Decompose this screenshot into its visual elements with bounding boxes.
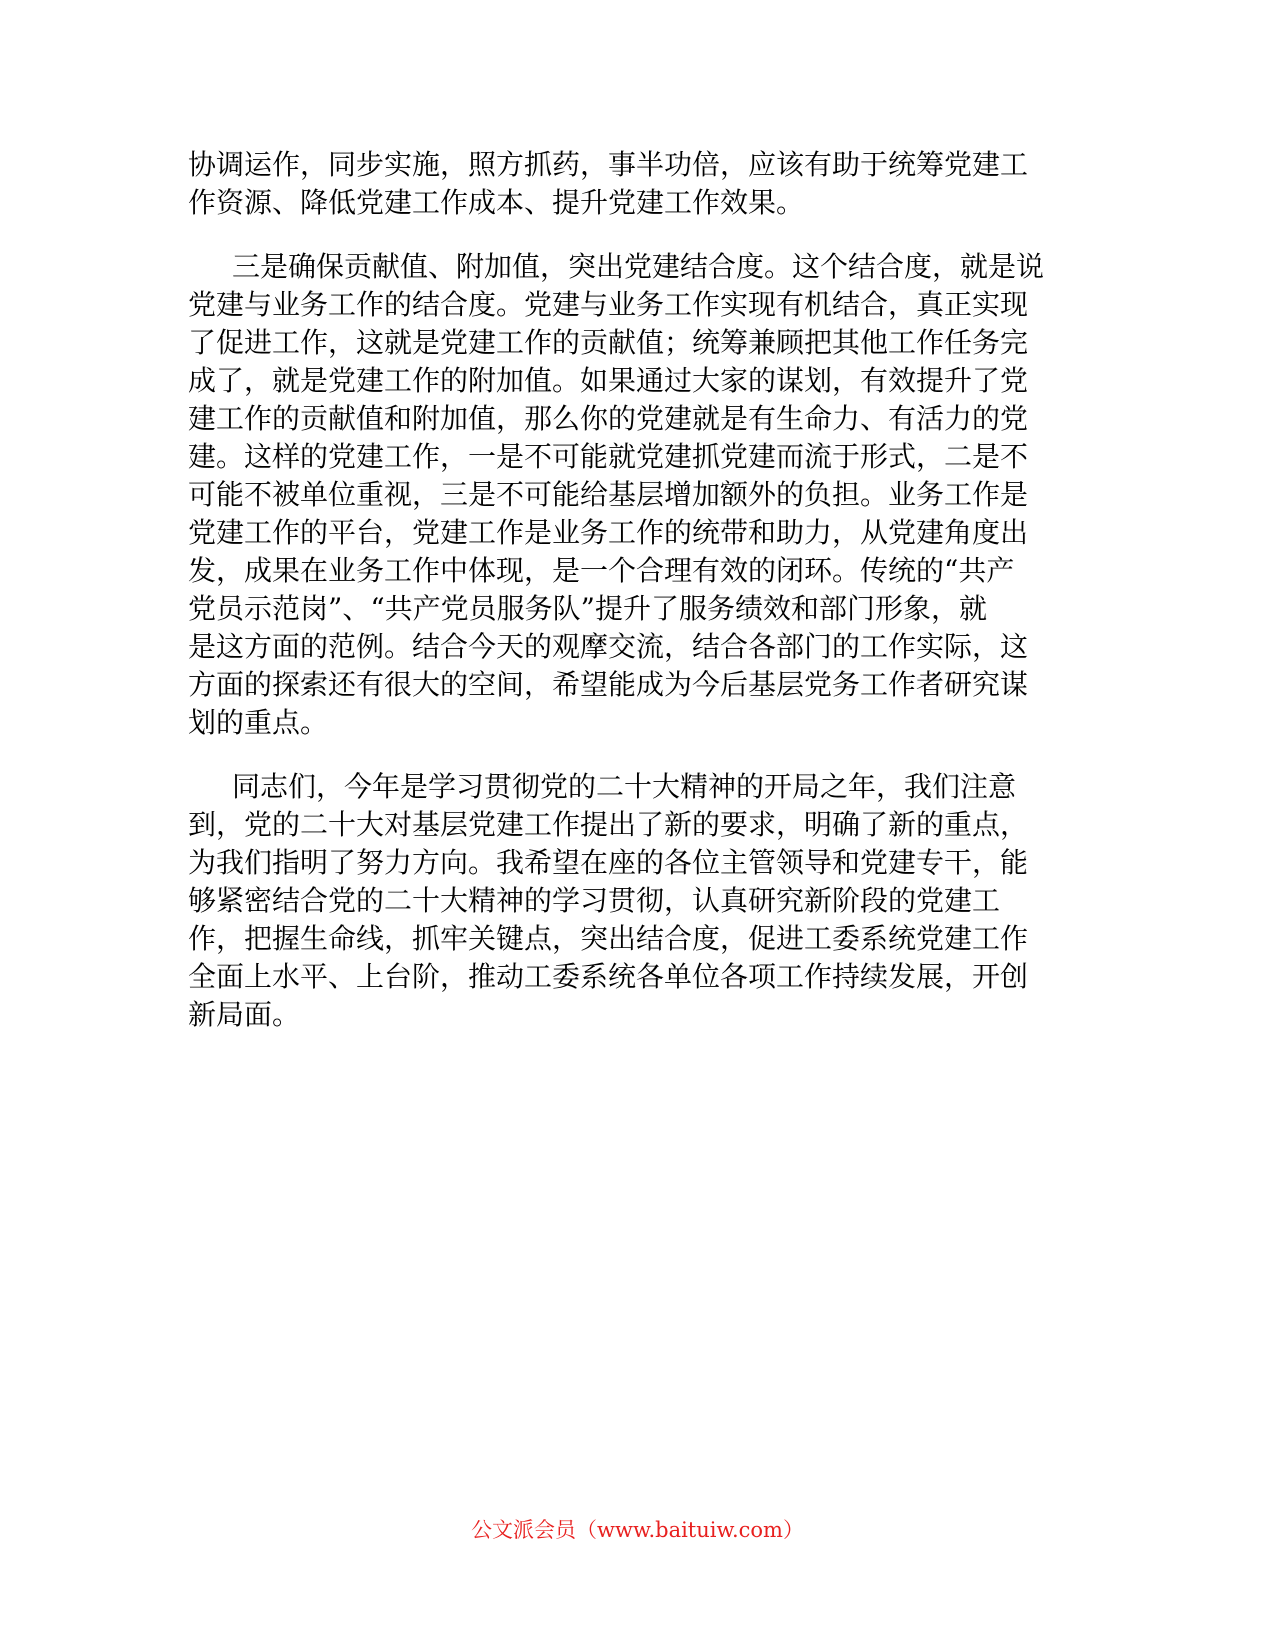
text-line: 发，成果在业务工作中体现，是一个合理有效的闭环。传统的“共产 <box>188 554 1015 587</box>
text-line: 划的重点。 <box>188 706 329 739</box>
text-line: 新局面。 <box>188 998 301 1031</box>
text-line: 是这方面的范例。结合今天的观摩交流，结合各部门的工作实际，这 <box>188 630 1029 663</box>
text-line: 够紧密结合党的二十大精神的学习贯彻，认真研究新阶段的党建工 <box>188 884 1001 917</box>
text-line: 为我们指明了努力方向。我希望在座的各位主管领导和党建专干，能 <box>188 846 1029 879</box>
text-line: 全面上水平、上台阶，推动工委系统各单位各项工作持续发展，开创 <box>188 960 1029 993</box>
text-line: 协调运作，同步实施，照方抓药，事半功倍，应该有助于统筹党建工 <box>188 148 1029 181</box>
paragraph-1 <box>188 146 1070 222</box>
footer-watermark-link[interactable]: 公文派会员（www.baituiw.com） <box>471 1518 804 1542</box>
text-line: 党建与业务工作的结合度。党建与业务工作实现有机结合，真正实现 <box>188 288 1029 321</box>
paragraph-spacer <box>188 222 1070 248</box>
text-line: 可能不被单位重视，三是不可能给基层增加额外的负担。业务工作是 <box>188 478 1029 511</box>
paragraph-2 <box>188 248 1070 742</box>
paragraph-3 <box>188 768 1070 1034</box>
text-line: 党员示范岗”、“共产党员服务队”提升了服务绩效和部门形象，就 <box>188 592 987 625</box>
paragraph-spacer <box>188 742 1070 768</box>
text-line: 了促进工作，这就是党建工作的贡献值；统筹兼顾把其他工作任务完 <box>188 326 1029 359</box>
text-line: 方面的探索还有很大的空间，希望能成为今后基层党务工作者研究谋 <box>188 668 1029 701</box>
text-line: 党建工作的平台，党建工作是业务工作的统带和助力，从党建角度出 <box>188 516 1029 549</box>
text-line: 同志们，今年是学习贯彻党的二十大精神的开局之年，我们注意 <box>232 770 1017 803</box>
document-body <box>188 146 1070 1034</box>
text-line: 成了，就是党建工作的附加值。如果通过大家的谋划，有效提升了党 <box>188 364 1029 397</box>
text-line: 三是确保贡献值、附加值，突出党建结合度。这个结合度，就是说 <box>232 250 1045 283</box>
text-line: 作资源、降低党建工作成本、提升党建工作效果。 <box>188 186 805 219</box>
text-line: 作，把握生命线，抓牢关键点，突出结合度，促进工委系统党建工作 <box>188 922 1029 955</box>
text-line: 到，党的二十大对基层党建工作提出了新的要求，明确了新的重点， <box>188 808 1029 841</box>
text-line: 建工作的贡献值和附加值，那么你的党建就是有生命力、有活力的党 <box>188 402 1029 435</box>
text-line: 建。这样的党建工作，一是不可能就党建抓党建而流于形式，二是不 <box>188 440 1029 473</box>
